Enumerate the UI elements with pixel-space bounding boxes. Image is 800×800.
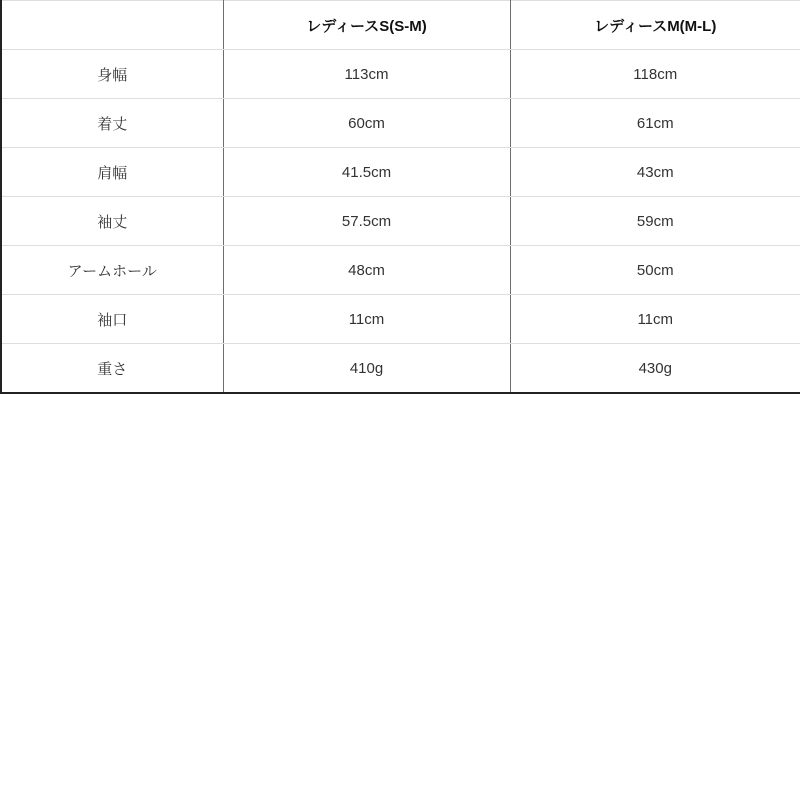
cell-value-m: 430g xyxy=(510,344,800,394)
cell-value-s: 11cm xyxy=(223,295,510,344)
header-cell-size-s: レディースS(S-M) xyxy=(223,1,510,50)
cell-value-s: 410g xyxy=(223,344,510,394)
row-label: 着丈 xyxy=(1,99,223,148)
cell-value-s: 48cm xyxy=(223,246,510,295)
cell-value-m: 11cm xyxy=(510,295,800,344)
cell-value-s: 57.5cm xyxy=(223,197,510,246)
table-row-body-width xyxy=(1,50,800,99)
cell-value-s: 60cm xyxy=(223,99,510,148)
cell-value-m: 50cm xyxy=(510,246,800,295)
cell-value-s: 113cm xyxy=(223,50,510,99)
size-chart-table xyxy=(0,0,800,394)
row-label: 袖口 xyxy=(1,295,223,344)
row-label: 肩幅 xyxy=(1,148,223,197)
row-label: 重さ xyxy=(1,344,223,394)
header-cell-size-m: レディースM(M-L) xyxy=(510,1,800,50)
header-row xyxy=(1,1,800,50)
table-row-sleeve-length xyxy=(1,197,800,246)
row-label: 身幅 xyxy=(1,50,223,99)
cell-value-s: 41.5cm xyxy=(223,148,510,197)
cell-value-m: 43cm xyxy=(510,148,800,197)
table-row-armhole xyxy=(1,246,800,295)
row-label: 袖丈 xyxy=(1,197,223,246)
table-row-length xyxy=(1,99,800,148)
table-row-shoulder-width xyxy=(1,148,800,197)
header-cell-empty xyxy=(1,1,223,50)
cell-value-m: 59cm xyxy=(510,197,800,246)
table-row-cuff xyxy=(1,295,800,344)
table-row-weight xyxy=(1,344,800,394)
cell-value-m: 118cm xyxy=(510,50,800,99)
row-label: アームホール xyxy=(1,246,223,295)
cell-value-m: 61cm xyxy=(510,99,800,148)
